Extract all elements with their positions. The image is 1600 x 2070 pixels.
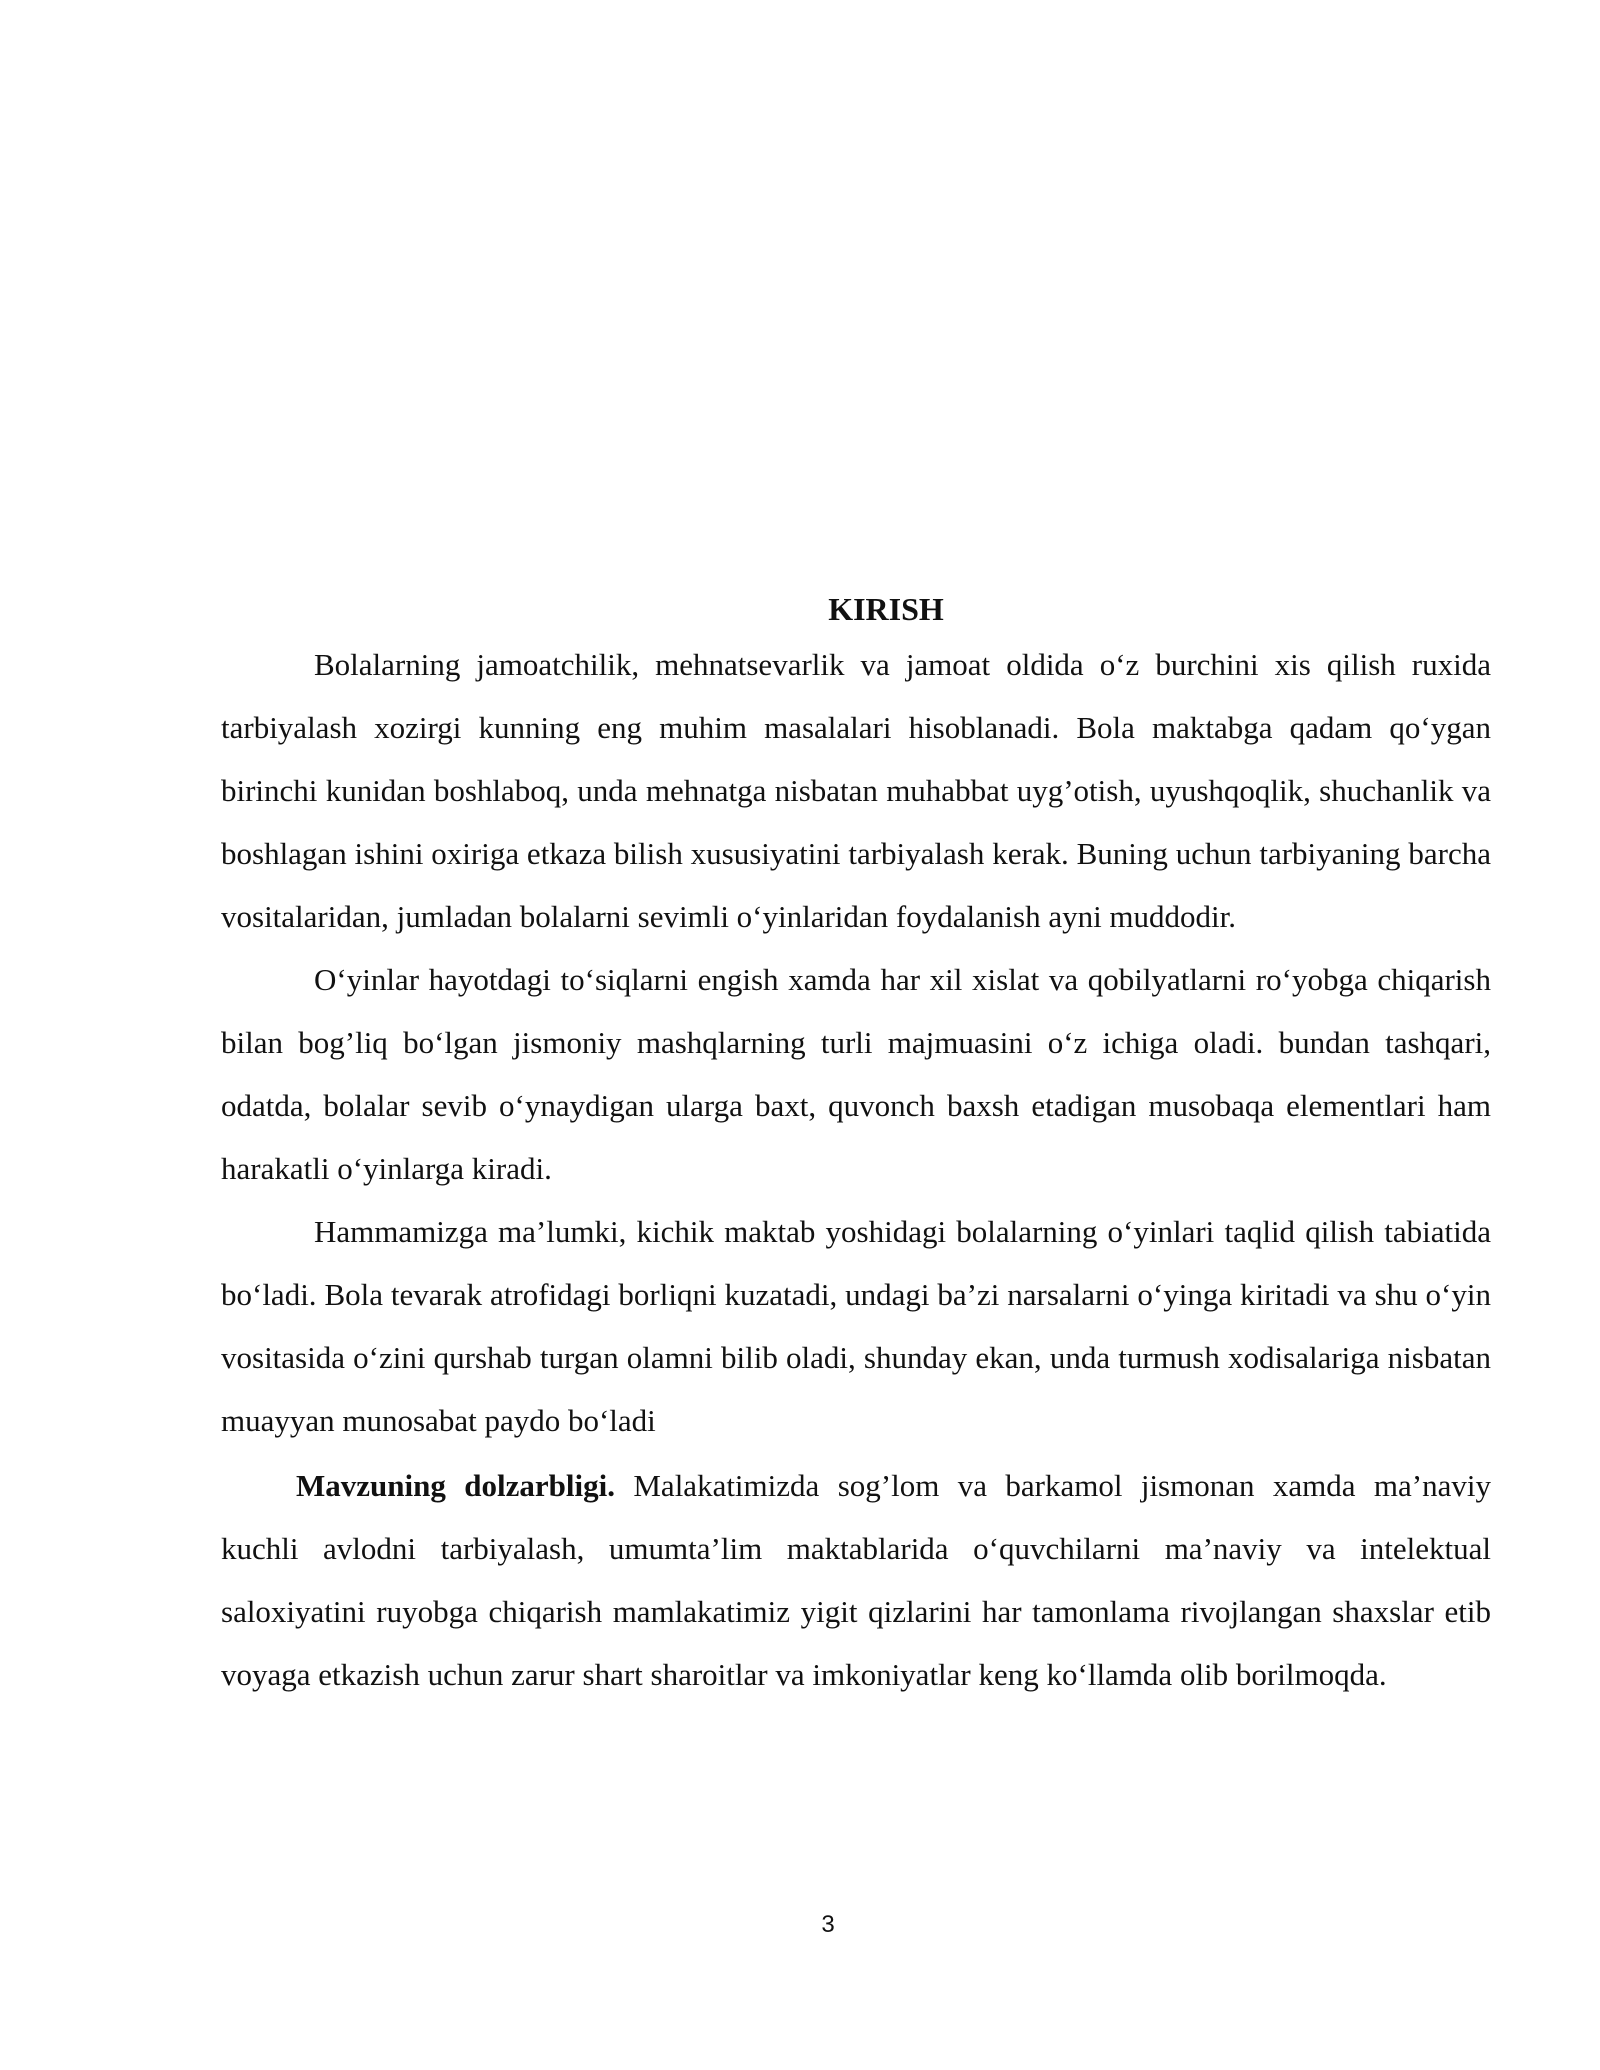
section-title: KIRISH (828, 591, 944, 627)
paragraph-2: O‘yinlar hayotdagi to‘siqlarni engish xamda har xil xislat va qobilyatlarni ro‘yobga chiqarish bilan bog’liq bo‘lgan jismoniy mashqlarning turli majmuasini o‘z ichiga oladi. bundan tashqari, odatda, bolalar sevib o‘ynaydigan ularga baxt, quvonch baxsh etadigan musobaqa elementlari ham harakatli o‘yinlarga kiradi. (221, 962, 1491, 1186)
paragraph-1: Bolalarning jamoatchilik, mehnatsevarlik va jamoat oldida o‘z burchini xis qilish ruxida tarbiyalash xozirgi kunning eng muhim masalalari hisoblanadi. Bola maktabga qadam qo‘ygan birinchi kunidan boshlaboq, unda mehnatga nisbatan muhabbat uyg’otish, uyushqoqlik, shuchanlik va boshlagan ishini oxiriga etkaza bilish xususiyatini tarbiyalash kerak. Buning uchun tarbiyaning barcha vositalaridan, jumladan bolalarni sevimli o‘yinlaridan foydalanish ayni muddodir. (221, 647, 1491, 934)
page-body (221, 585, 1491, 1706)
topic-relevance-text: Malakatimizda sog’lom va barkamol jismonan xamda ma’naviy kuchli avlodni tarbiyalash, umumta’lim maktablarida o‘quvchilarni ma’naviy va intelektual saloxiyatini ruyobga chiqarish mamlakatimiz yigit qizlarini har tamonlama rivojlangan shaxslar etib voyaga etkazish uchun zarur shart sharoitlar va imkoniyatlar keng ko‘llamda olib borilmoqda. (221, 1468, 1491, 1692)
paragraph-3: Hammamizga ma’lumki, kichik maktab yoshidagi bolalarning o‘yinlari taqlid qilish tabiatida bo‘ladi. Bola tevarak atrofidagi borliqni kuzatadi, undagi ba’zi narsalarni o‘yinga kiritadi va shu o‘yin vositasida o‘zini qurshab turgan olamni bilib oladi, shunday ekan, unda turmush xodisalariga nisbatan muayyan munosabat paydo bo‘ladi (221, 1214, 1491, 1438)
topic-relevance-paragraph (221, 1454, 1491, 1706)
page-number: 3 (821, 1911, 835, 1938)
topic-relevance-heading: Mavzuning dolzarbligi. (296, 1468, 615, 1503)
